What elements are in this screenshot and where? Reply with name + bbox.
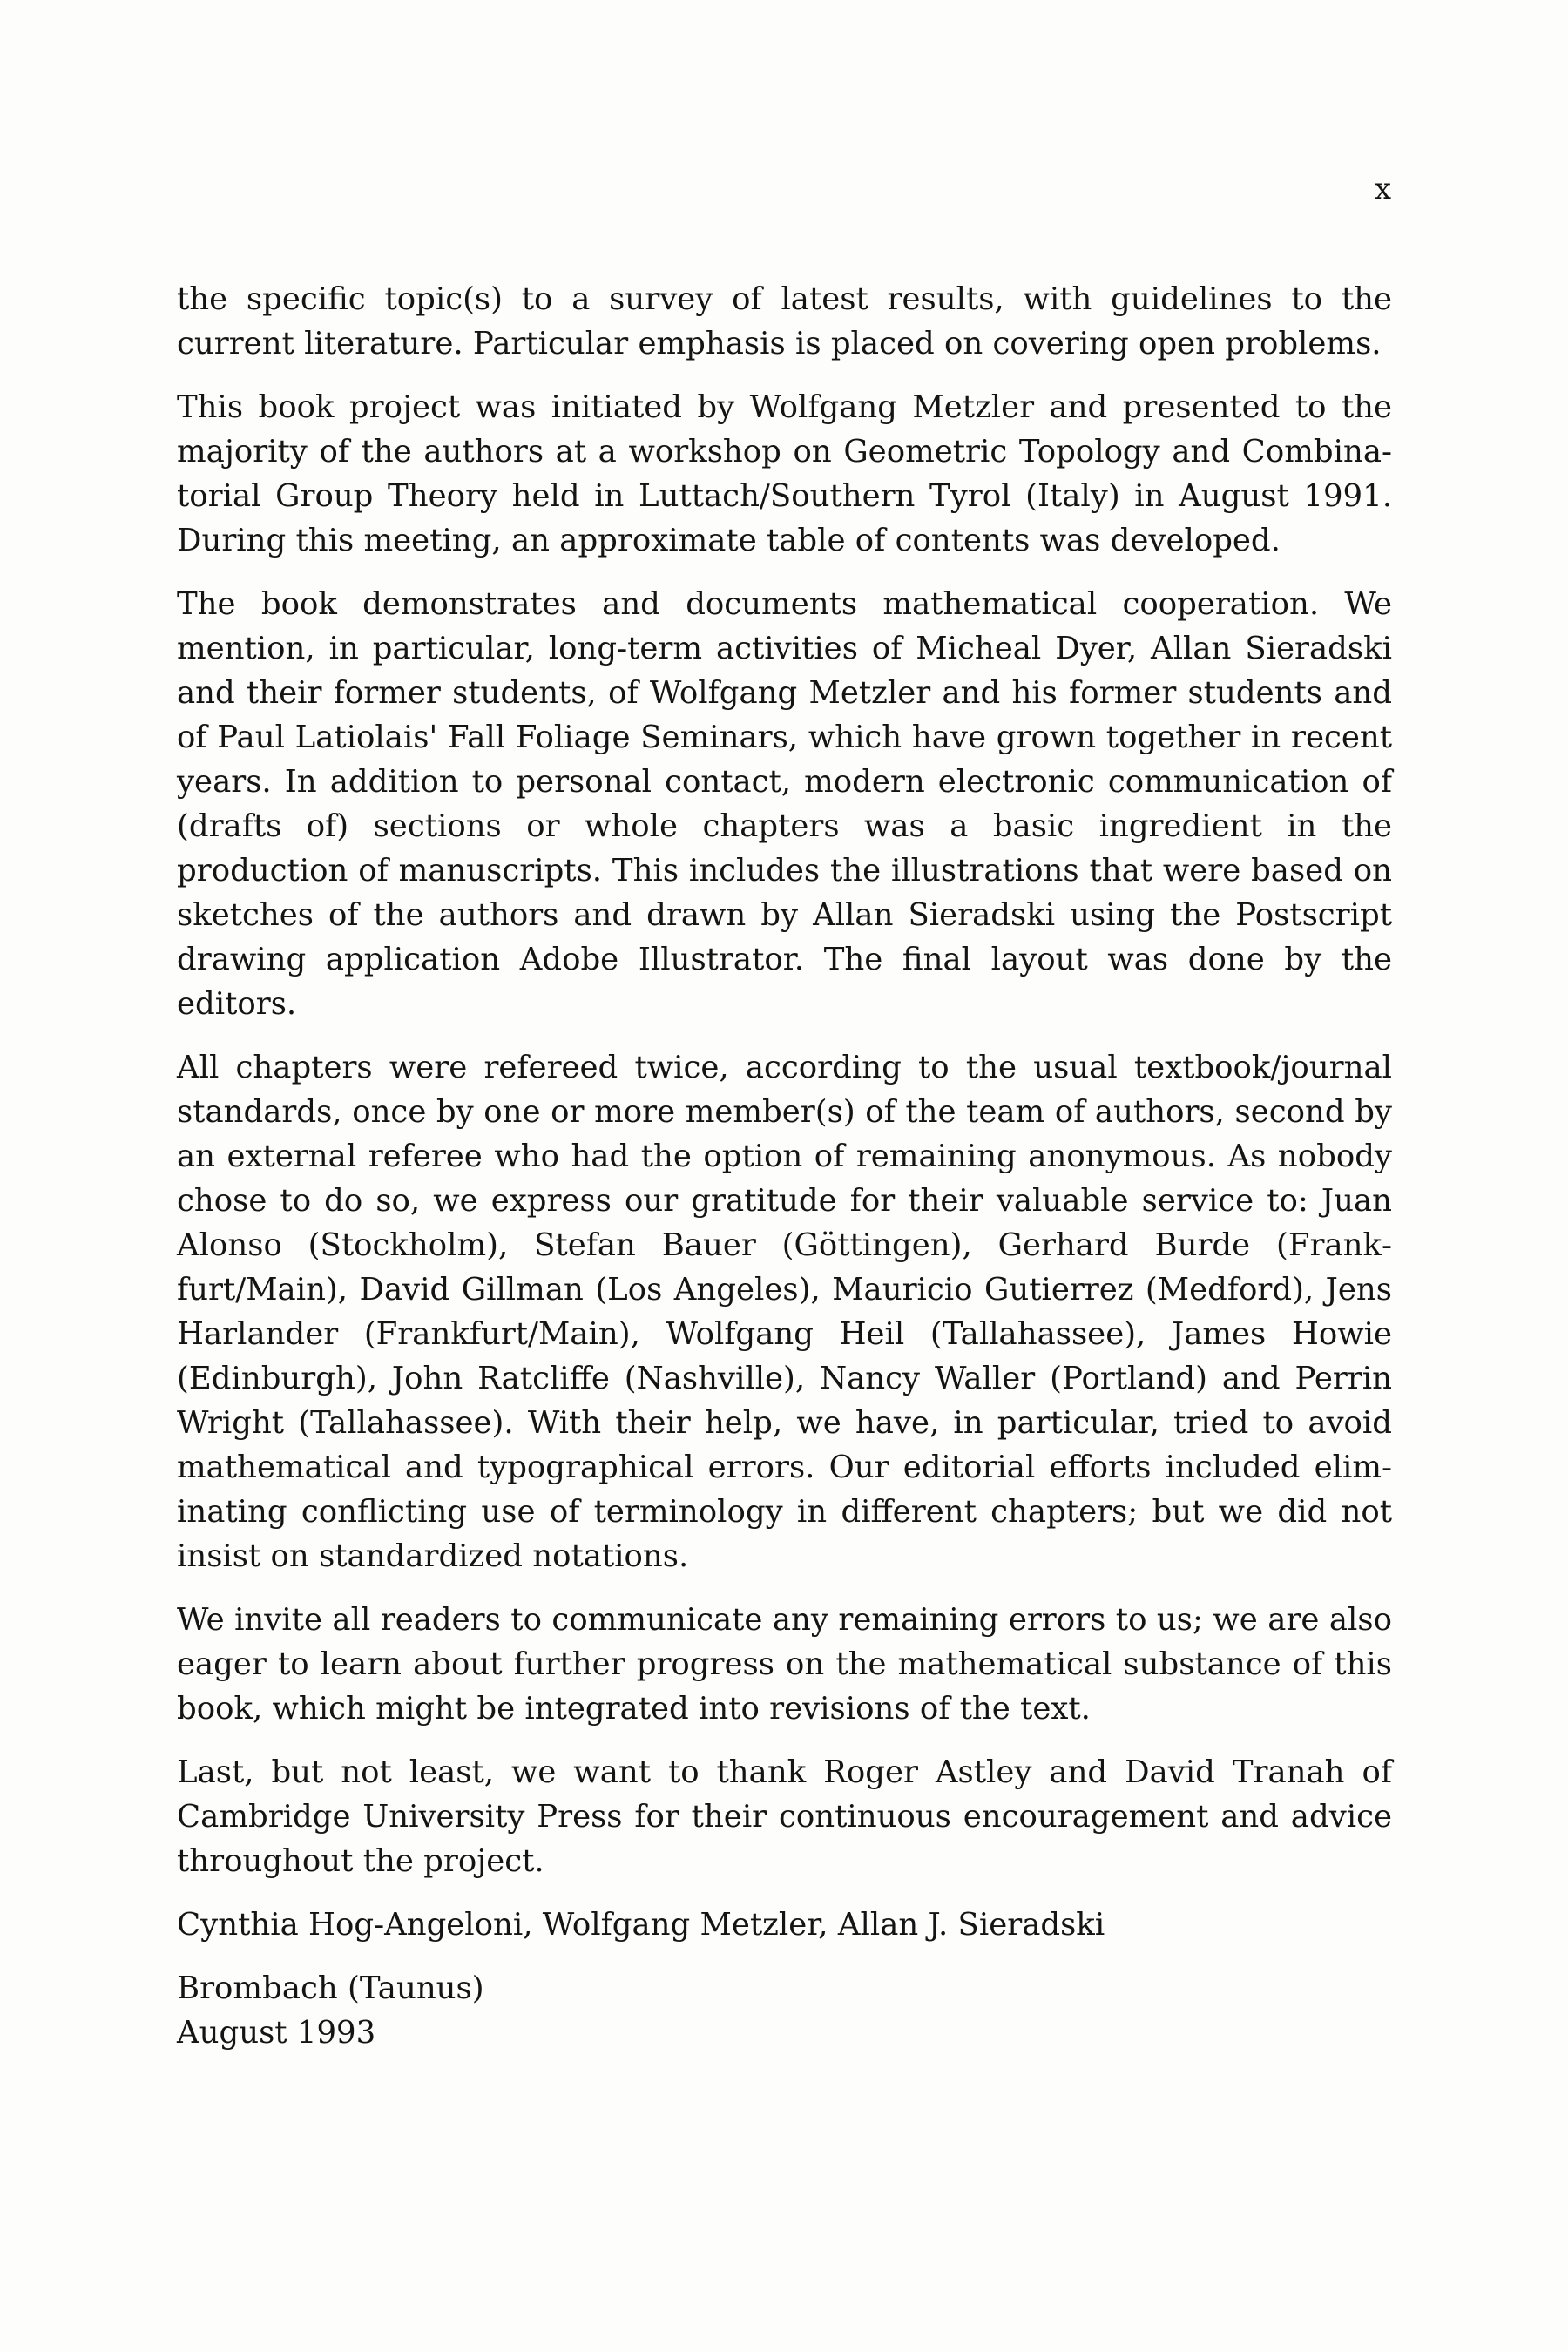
paragraph-refereeing: All chapters were refereed twice, according to the usual textbook/journal standards, once by one or more member(s) of the team of authors, second by an external referee who had the option of remaining anonymous. As nobody chose to do so, we express our gratitude for their valuable service to: Juan Alonso (Stockholm), Stefan Bauer (Göttingen), Gerhard Burde (Frankfurt/Main), David Gillman (Los Angeles), Mauricio Gutierrez (Medford), Jens Harlander (Frankfurt/Main), Wolfgang Heil (Tallahassee), James Howie (Edinburgh), John Ratcliffe (Nashville), Nancy Waller (Portland) and Perrin Wright (Tallahassee). With their help, we have, in particular, tried to avoid mathematical and typographical errors. Our editorial efforts included eliminating conflicting use of terminology in different chapters; but we did not insist on standardized notations.: [177, 1050, 1392, 1574]
place-date-block: [177, 1966, 1392, 2055]
paragraph-cooperation: The book demonstrates and documents mathematical cooperation. We mention, in particular, long-term activities of Micheal Dyer, Allan Sieradski and their former students, of Wolfgang Metzler and his former students and of Paul Latiolais' Fall Foliage Seminars, which have grown together in recent years. In addition to personal contact, modern electronic communication of (drafts of) sections or whole chapters was a basic ingredient in the production of manuscripts. This includes the illustrations that were based on sketches of the authors and drawn by Allan Sieradski using the Postscript drawing application Adobe Illustrator. The final layout was done by the editors.: [177, 586, 1392, 1022]
place: Brombach (Taunus): [177, 1970, 484, 2006]
date: August 1993: [177, 2015, 376, 2051]
paragraph-project-origin: This book project was initiated by Wolfgang Metzler and presented to the majority of the authors at a workshop on Geometric Topology and Combinatorial Group Theory held in Luttach/Southern Tyrol (Italy) in August 1991. During this meeting, an approximate table of contents was developed.: [177, 389, 1392, 558]
editors-signature: Cynthia Hog-Angeloni, Wolfgang Metzler, Allan J. Sieradski: [177, 1907, 1105, 1943]
body-text: [177, 277, 1392, 2074]
paragraph-continuation: the specific topic(s) to a survey of latest results, with guidelines to the current literature. Particular emphasis is placed on covering open problems.: [177, 281, 1392, 362]
paragraph-invitation: We invite all readers to communicate any remaining errors to us; we are also eager to learn about further progress on the mathematical substance of this book, which might be integrated into revisions of the text.: [177, 1602, 1392, 1727]
page-number: x: [1374, 172, 1391, 206]
paragraph-acknowledgement: Last, but not least, we want to thank Roger Astley and David Tranah of Cambridge University Press for their continuous encouragement and advice throughout the project.: [177, 1754, 1392, 1879]
